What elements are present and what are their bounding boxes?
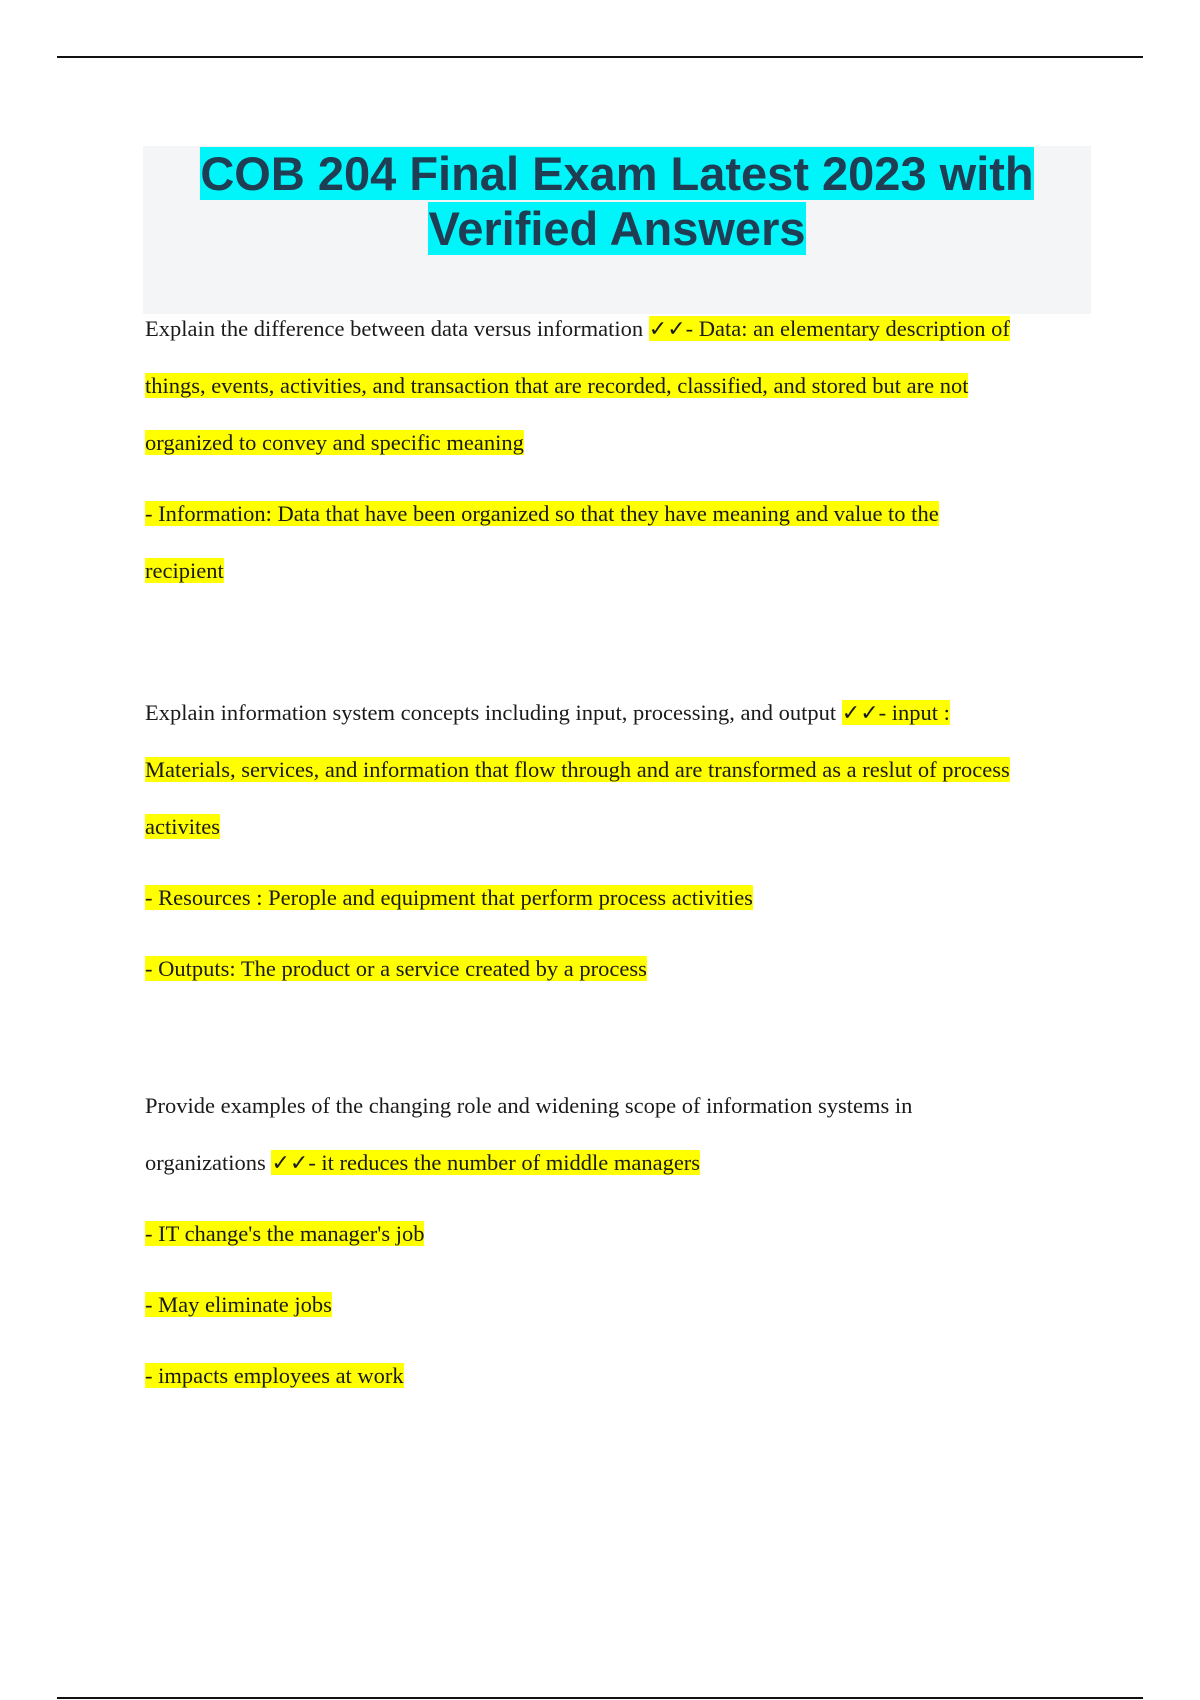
check-mark-icon: ✓✓ (271, 1151, 309, 1176)
answer-line (145, 741, 1080, 798)
answer-text (842, 700, 950, 725)
page-title (143, 146, 1091, 256)
answer-line (145, 940, 1080, 997)
question-text: Explain the difference between data versus information (145, 316, 644, 341)
answer-line (145, 485, 1080, 542)
answer-text: - Information: Data that have been organized so that they have meaning and value to the (145, 501, 939, 526)
answer-line (145, 357, 1080, 414)
answer-line: - it reduces the number of middle managers (308, 1150, 701, 1175)
qa-item (145, 300, 1080, 599)
question-line (145, 1134, 1080, 1191)
title-line-2: Verified Answers (428, 202, 806, 255)
question-line (145, 1077, 1080, 1134)
answer-line (145, 798, 1080, 855)
answer-text: activites (145, 814, 220, 839)
answer-text (649, 316, 1010, 341)
check-mark-icon: ✓✓ (648, 317, 686, 342)
top-rule (57, 56, 1143, 58)
answer-text: organized to convey and specific meaning (145, 430, 524, 455)
question-line (145, 300, 1080, 357)
answer-line (145, 1205, 1080, 1262)
answer-line (145, 869, 1080, 926)
answer-text: Materials, services, and information that flow through and are transformed as a reslut of process (145, 757, 1010, 782)
answer-text: - May eliminate jobs (145, 1292, 332, 1317)
answer-line (145, 1347, 1080, 1404)
answer-line: - input : (878, 700, 950, 725)
title-line-1: COB 204 Final Exam Latest 2023 with (200, 147, 1034, 200)
answer-line (145, 414, 1080, 471)
answer-text: things, events, activities, and transaction that are recorded, classified, and stored but are not (145, 373, 969, 398)
bottom-rule (57, 1697, 1143, 1699)
question-text: organizations (145, 1150, 266, 1175)
answer-text: - IT change's the manager's job (145, 1221, 425, 1246)
question-text: Explain information system concepts including input, processing, and output (145, 700, 837, 725)
qa-item (145, 1077, 1080, 1404)
qa-item (145, 684, 1080, 997)
title-banner (143, 146, 1091, 314)
answer-text: - impacts employees at work (145, 1363, 404, 1388)
answer-line: - Data: an elementary description of (685, 316, 1010, 341)
answer-text: - Outputs: The product or a service created by a process (145, 956, 647, 981)
document-body (145, 300, 1080, 1404)
answer-text: recipient (145, 558, 224, 583)
answer-line (145, 542, 1080, 599)
question-text: Provide examples of the changing role and widening scope of information systems in (145, 1093, 913, 1118)
answer-text: - Resources : Perople and equipment that perform process activities (145, 885, 753, 910)
check-mark-icon: ✓✓ (841, 701, 879, 726)
answer-text (271, 1150, 700, 1175)
question-line (145, 684, 1080, 741)
answer-line (145, 1276, 1080, 1333)
